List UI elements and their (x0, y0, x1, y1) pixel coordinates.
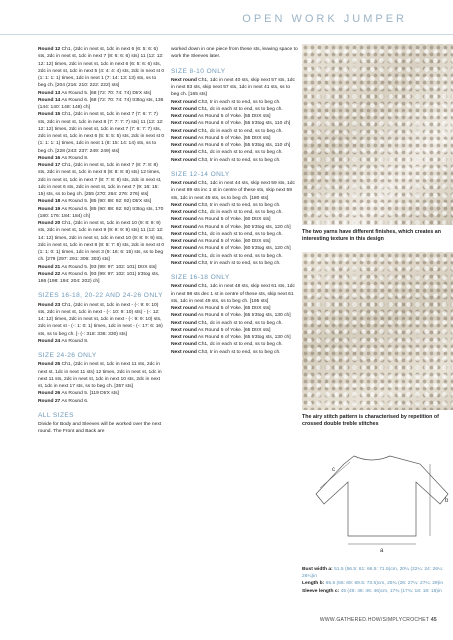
round-label: Next round (171, 246, 197, 252)
bust-width-label: Bust width a: (302, 567, 333, 572)
round-label: Round 18 (38, 199, 61, 205)
size-heading: SIZE 8-10 ONLY (171, 67, 226, 75)
instruction-text: Ch3, tr in each st to end, ss to beg ch. (196, 349, 281, 355)
size-heading: SIZE 24-26 ONLY (38, 352, 97, 359)
instruction-text: As Round 5. [68 (72: 70: 74: 74) DtrX sts] (60, 90, 152, 96)
bust-width (302, 566, 453, 580)
pattern-instruction (38, 421, 165, 436)
header-band (0, 0, 453, 40)
round-label: Next round (171, 114, 197, 119)
pattern-instruction (38, 97, 165, 112)
instruction-text: Ch1, 1dc in next 48 sts, skip next 61 sts, 1dc in next 98 sts dec 1 st in centre of these sts, skip next 61 sts, 1dc in next 49 sts, ss to beg ch. [195 sts] (171, 284, 295, 304)
pattern-instruction (171, 113, 298, 120)
round-label: Round 19 (38, 206, 61, 212)
instruction-text: As Round 8. (60, 155, 89, 161)
pattern-instruction (38, 390, 165, 397)
schematic-label-b: b (445, 498, 449, 504)
pattern-instruction (171, 106, 298, 113)
round-label: Next round (171, 128, 197, 134)
round-label: Next round (171, 157, 197, 163)
pattern-instruction (171, 120, 298, 127)
round-label: Round 24 (38, 338, 61, 344)
length-values: 65.5 (66: 69: 69.5: 73.5)cm, 25¾ (26: 27¼: 27¼: 29)in (325, 581, 444, 587)
instruction-text: As Round 6 of Yoke. [60 tr3tog sts, 120 ch] (196, 246, 291, 252)
instruction-text: Ch1, dc in each st to end, ss to beg ch. (196, 210, 283, 215)
instruction-text: Ch1, (2dc in next st, 1dc in next 7 (7: 6: 7: 7) sts, 2dc in next st, 1dc in next 8 (7: 7: 7: 7) sts) 11 (12: 12: 12: 12) times, 2dc in next st, 1dc in next 7 (7: 6: 7: 7) sts, 2dc in next st, 1dc in next 6 (5: 5: 5: 5) sts, 2dc in next st 0 (1: 1: 1: 1) times, 1dc in next 1 (8: 15: 14: 14) sts, ss to beg ch. [228 (243: 237: 249: 249) sts] (38, 112, 165, 154)
instruction-text: Ch1, (2dc in next st, 1dc in next 7 (8: 7: 8: 8) sts, 2dc in next st, 1dc in next 8 (8: 8: 8: 8) sts) 12 times, 2dc in next st, 1dc in next 7 (8: 7: 8: 8) sts, 2dc in next st, 1dc in next 6 sts, 2dc in next st, 1dc in next 7 (9: 16: 15: 15) sts, ss to beg ch. [255 (270: 264: 276: 276) sts] (38, 163, 162, 197)
round-label: Round 25 (38, 362, 61, 368)
instruction-text: As Round 6 of Yoke. [55 tr3tog sts, 110 ch] (196, 143, 291, 148)
instruction-text: Ch1, dc in each st to end, ss to beg ch. (196, 342, 283, 348)
page-footer (320, 617, 437, 623)
round-label: Next round (171, 342, 197, 348)
pattern-instruction (38, 302, 165, 338)
instruction-text: Ch1, dc in each st to end, ss to beg ch. (196, 253, 283, 259)
sleeve-length-values: 45 (45: 46: 46: 46)cm, 17¾ (17¾: 18: 18: 18)in (340, 588, 442, 594)
page-title: OPEN WORK JUMPER (242, 13, 407, 25)
photo-caption-1: The two yarns have different finishes, which creates an interesting texture in this design (302, 229, 441, 243)
instruction-text: worked down in one piece from these sts, leaving space to work the Sleeves later. (171, 47, 298, 60)
instruction-text: As Round 5. [119 DtrX sts] (60, 391, 119, 397)
instruction-text: Ch1, dc in each st to end, ss to beg ch. (196, 128, 283, 134)
round-label: Round 22 (38, 271, 61, 277)
footer-url: WWW.GATHERED.HOW/SIMPLYCROCHET (319, 617, 430, 623)
pattern-instruction (171, 46, 298, 61)
instruction-text: As Round 6. [85 (90: 88: 92: 92) tr3tog sts, 170 (180: 176: 184: 184) ch] (38, 206, 164, 219)
pattern-instruction (171, 260, 298, 267)
length-label: Length b: (302, 581, 325, 587)
round-label: Round 14 (38, 97, 61, 103)
instruction-text: As Round 5. [85 (90: 88: 92: 92) DtrX sts] (60, 199, 152, 205)
sleeve-length (302, 588, 453, 595)
pattern-column-1 (38, 46, 165, 436)
pattern-instruction (171, 320, 298, 327)
schematic-outline (316, 456, 448, 536)
instruction-text: As Round 6. (60, 398, 89, 404)
pattern-instruction (38, 198, 165, 205)
instruction-text: As Round 5. [93 (99: 97: 102: 101) DtrX sts] (60, 264, 157, 270)
instruction-text: Ch1, dc in each st to end, ss to beg ch. (196, 320, 283, 326)
round-label: Next round (171, 253, 197, 259)
photo-texture-holes (302, 44, 453, 225)
pattern-instruction (38, 111, 165, 155)
instruction-text: Ch3, tr in each st to end, ss to beg ch. (196, 99, 281, 105)
pattern-instruction (171, 231, 298, 238)
pattern-instruction (171, 157, 298, 164)
round-label: Next round (171, 349, 197, 355)
instruction-text: Ch1, (2dc in next st, 1dc in next 10 (9: 8: 9: 9) sts, 2dc in next st, 1dc in next 9 (9: 9: 9: 9) sts) 11 (12: 12: 14: 12) times, 2dc in next st, 1dc in next 10 (9: 8: 9: 9) sts, 2dc in next st, 1dc in next 8 (8: 8: 7: 8) sts, 2dc in next st 0 (1: 1: 0: 1) times, 1dc in next 3 (9: 16: 6: 15) sts, ss to beg ch. [279 (297: 291: 306: 303) sts] (38, 221, 165, 263)
instruction-text: Ch3, tr in each st to end, ss to beg ch. (196, 202, 281, 208)
photo-texture-holes (302, 252, 453, 410)
finished-measurements (302, 566, 453, 595)
pattern-instruction (171, 135, 298, 142)
round-label: Next round (171, 239, 197, 244)
instruction-text: Divide for Body and Sleeves will be worked over the next round. The Front and Back are (38, 422, 162, 435)
pattern-instruction (171, 245, 298, 252)
pattern-instruction (38, 264, 165, 271)
instruction-text: Ch1, dc in each st to end, ss to beg ch. (196, 106, 283, 112)
instruction-text: As Round 5 of Yoke. [55 DtrX sts] (196, 135, 271, 141)
instruction-text: Ch1, 1dc in next 44 sts, skip next 59 sts, 1dc in next 89 sts inc 1 st in centre of these sts, skip next 59 sts, 1dc in next 45 sts, ss to beg ch. [180 sts] (171, 181, 295, 201)
jumper-schematic (312, 452, 453, 554)
round-label: Next round (171, 320, 197, 326)
round-label: Next round (171, 106, 197, 112)
instruction-text: Ch1, 1dc in next 40 sts, skip next 57 sts, 1dc in next 83 sts, skip next 57 sts, 1dc in next 41 sts, ss to beg ch. [165 sts] (171, 77, 295, 98)
round-label: Round 12 (38, 47, 61, 52)
schematic-label-c: c (332, 467, 335, 473)
round-label: Round 23 (38, 302, 61, 308)
instruction-text: As Round 8. (60, 338, 89, 344)
pattern-instruction (38, 162, 165, 198)
instruction-text: As Round 6. [93 (99: 97: 102: 101) tr3tog sts, 186 (198: 194: 204: 202) ch] (38, 271, 160, 284)
pattern-instruction (38, 271, 165, 286)
instruction-text: As Round 5 of Yoke. [55 DtrX sts] (196, 114, 271, 119)
pattern-instruction (171, 283, 298, 305)
pattern-instruction (171, 180, 298, 202)
pattern-instruction (38, 398, 165, 405)
instruction-text: As Round 5 of Yoke. [60 DtrX sts] (196, 239, 271, 244)
pattern-instruction (38, 46, 165, 90)
round-label: Next round (171, 99, 197, 105)
round-label: Next round (171, 217, 197, 223)
pattern-instruction (171, 202, 298, 209)
pattern-instruction (171, 312, 298, 319)
instruction-text: As Round 6 of Yoke. [65 tr3tog sts, 130 ch] (196, 335, 291, 340)
pattern-instruction (171, 238, 298, 245)
pattern-instruction (171, 77, 298, 99)
size-heading: SIZE 12-14 ONLY (171, 170, 230, 178)
pattern-instruction (171, 149, 298, 156)
instruction-text: As Round 6 of Yoke. [65 tr3tog sts, 130 ch] (196, 313, 291, 319)
round-label: Next round (171, 231, 197, 237)
pattern-instruction (171, 253, 298, 260)
round-label: Next round (171, 313, 197, 319)
round-label: Next round (171, 284, 197, 290)
instruction-text: As Round 6. [68 (72: 70: 74: 74) tr3tog sts, 136 (144: 140: 148: 148) ch] (38, 97, 164, 110)
pattern-instruction (171, 327, 298, 334)
instruction-text: As Round 5 of Yoke. [65 DtrX sts] (196, 306, 271, 311)
instruction-text: Ch1, (2dc in next st, 1dc in next 11 sts, 2dc in next st, 1dc in next 11 sts) 12 times, 2dc in next st, 1dc in next 11 sts, 2dc in next st, 1dc in next 10 sts, 2dc in next st, 1dc in next 17 sts, ss to beg ch. [357 sts] (38, 362, 162, 389)
photo-caption-2: The airy stitch pattern is characterised by repetition of crossed double treble stitches (302, 414, 439, 428)
instruction-text: Ch1, dc in each st to end, ss to beg ch. (196, 150, 283, 156)
page-number: 45 (430, 617, 437, 623)
pattern-instruction (38, 90, 165, 97)
length (302, 580, 453, 587)
pattern-instruction (171, 305, 298, 312)
instruction-text: As Round 6 of Yoke. [55 tr3tog sts, 110 ch] (196, 121, 291, 127)
instruction-text: As Round 5 of Yoke. [65 DtrX sts] (196, 327, 271, 333)
round-label: Next round (171, 121, 197, 127)
round-label: Next round (171, 202, 197, 208)
pattern-instruction (38, 338, 165, 345)
round-label: Next round (171, 224, 197, 230)
instruction-text: As Round 5 of Yoke. [60 DtrX sts] (196, 217, 271, 223)
bust-width-values: 51.5 (56.5: 61: 66.5: 71.5)cm, 20¼ (22¼: 24: 26¼: 28¼)in (302, 567, 444, 580)
schematic-label-a: a (380, 548, 384, 554)
round-label: Next round (171, 327, 197, 333)
round-label: Round 16 (38, 155, 61, 161)
header-rule (0, 34, 453, 35)
round-label: Next round (171, 77, 197, 83)
round-label: Round 15 (38, 112, 61, 118)
pattern-instruction (171, 216, 298, 223)
pattern-instruction (171, 209, 298, 216)
pattern-instruction (171, 128, 298, 135)
pattern-instruction (171, 99, 298, 106)
sleeve-length-label: Sleeve length c: (302, 588, 340, 594)
pattern-instruction (171, 341, 298, 348)
instruction-text: Ch3, tr in each st to end, ss to beg ch. (196, 157, 281, 163)
round-label: Round 17 (38, 163, 61, 168)
round-label: Round 21 (38, 264, 61, 270)
round-label: Next round (171, 150, 197, 156)
instruction-text: Ch1, (2dc in next st, 1dc in next 6 (6: 5: 6: 6) sts, 2dc in next st, 1dc in next 7 (8: 6: 6: 6) sts) 11 (12: 12: 12: 12) times, 2dc in next st, 1dc in next 6 (6: 5: 6: 6) sts, 2dc in next st, 1dc in next 5 (4: 4: 4: 4) sts, 2dc in next st 0 (1: 1: 1: 1) times, 1dc in next 1 (7: 14: 13: 13) sts, ss to beg ch. [204 (216: 210: 222: 222) sts] (38, 47, 165, 89)
instruction-text: As Round 6 of Yoke. [60 tr3tog sts, 120 ch] (196, 224, 291, 230)
pattern-instruction (171, 349, 298, 356)
instruction-text: Ch1, dc in each st to end, ss to beg ch. (196, 231, 283, 237)
instruction-text: Ch1, (2dc in next st, 1dc in next - (-: 9: 9: 10) sts, 2dc in next st, 1dc in next - (-: 10: 9: 10) sts) - (-: 12: 14: 12) times, 2dc in next st, 1dc in next - (-: 9: 9: 10) sts, 2dc in next st - (-: 1: 0: 1) times, 1dc in next - (-: 17: 6: 16) sts, ss to beg ch. [- (-: 318: 336: 330) sts] (38, 302, 163, 337)
instruction-text: Ch3, tr in each st to end, ss to beg ch. (196, 260, 281, 266)
round-label: Round 27 (38, 398, 61, 404)
round-label: Next round (171, 210, 197, 215)
round-label: Next round (171, 260, 197, 266)
pattern-instruction (38, 361, 165, 390)
round-label: Round 26 (38, 391, 61, 397)
pattern-instruction (171, 224, 298, 231)
pattern-column-2 (171, 46, 298, 356)
stitch-detail-photo (302, 252, 453, 410)
round-label: Next round (171, 306, 197, 311)
round-label: Next round (171, 143, 197, 148)
yarn-texture-photo (302, 44, 453, 225)
pattern-instruction (38, 206, 165, 221)
size-heading: SIZES 16-18, 20-22 AND 24-26 ONLY (38, 292, 163, 300)
size-heading: SIZE 16-18 ONLY (171, 274, 230, 281)
round-label: Round 20 (38, 221, 61, 226)
pattern-instruction (171, 142, 298, 149)
round-label: Next round (171, 335, 197, 340)
pattern-instruction (171, 334, 298, 341)
round-label: Next round (171, 135, 197, 141)
pattern-instruction (38, 155, 165, 162)
round-label: Round 13 (38, 90, 61, 96)
pattern-instruction (38, 220, 165, 264)
round-label: Next round (171, 181, 197, 186)
size-heading: ALL SIZES (38, 411, 74, 419)
